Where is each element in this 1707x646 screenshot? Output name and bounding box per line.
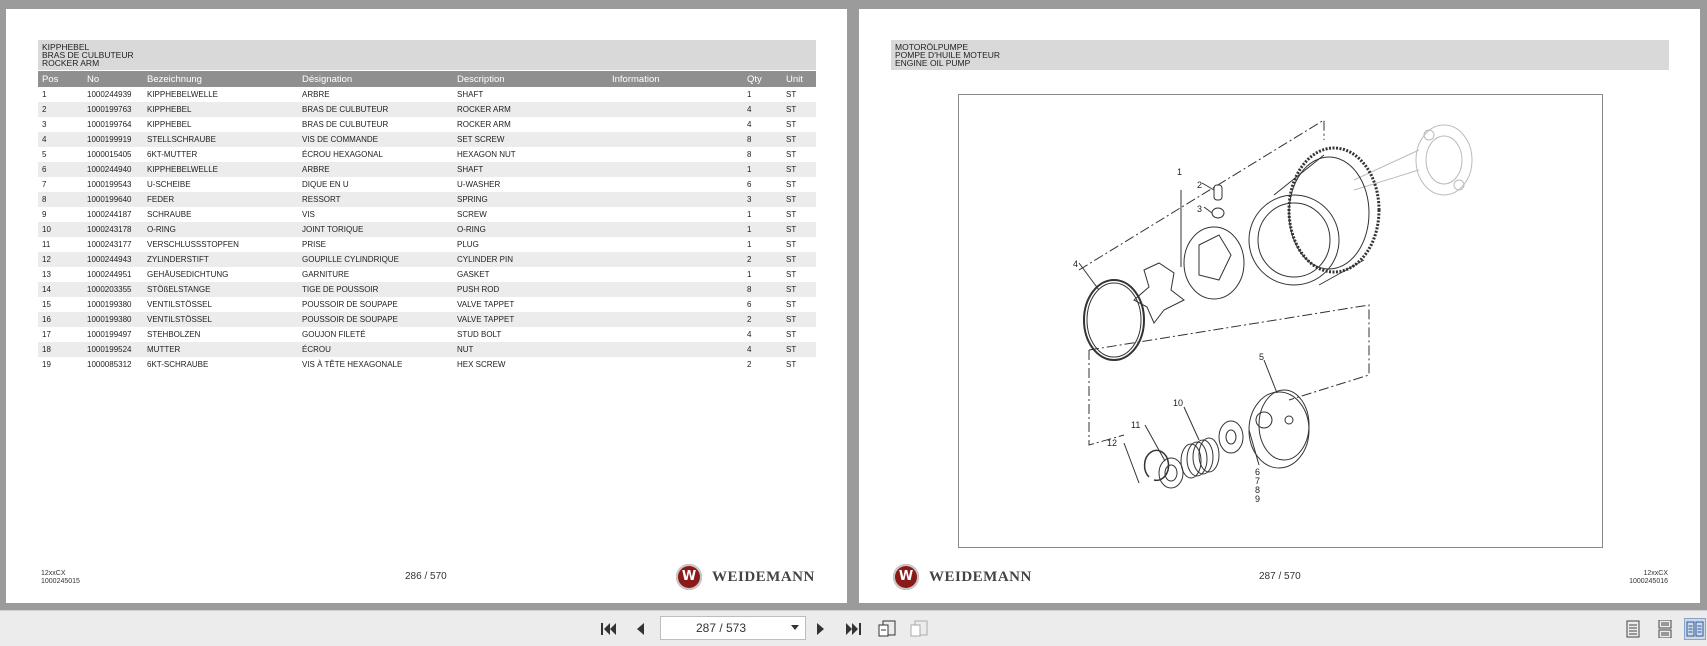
cell-unit: ST (782, 192, 816, 207)
continuous-view-button[interactable] (1654, 618, 1676, 640)
footer-model: 12xxCX (1643, 570, 1668, 577)
group-line-upper (1079, 120, 1324, 270)
cell-unit: ST (782, 222, 816, 237)
cell-information (608, 192, 743, 207)
cell-designation: VIS À TÊTE HEXAGONALE (302, 360, 403, 369)
plug-part (1212, 208, 1224, 218)
header-line-en: ROCKER ARM (42, 58, 100, 68)
cell-qty: 2 (743, 252, 782, 267)
callout-2: 2 (1197, 180, 1203, 190)
pump-housing-ghost (1354, 125, 1472, 195)
cell-information (608, 222, 743, 237)
cell-qty: 1 (747, 210, 752, 219)
cell-designation: ARBRE (302, 90, 330, 99)
valve-plug-part (1159, 458, 1183, 488)
exploded-view-drawing (958, 94, 1603, 548)
cell-designation: DIQUE EN U (302, 180, 349, 189)
left-page (6, 9, 847, 603)
page-selector[interactable] (660, 616, 806, 640)
cell-information (608, 132, 743, 147)
cell-no: 1000085312 (87, 360, 132, 369)
cell-designation: RESSORT (298, 192, 453, 207)
cell-description: HEXAGON NUT (457, 150, 516, 159)
cell-information (608, 207, 743, 222)
cell-description: PUSH ROD (453, 282, 608, 297)
cell-bezeichnung: STELLSCHRAUBE (143, 132, 298, 147)
table-row (38, 132, 816, 147)
cell-description: CYLINDER PIN (453, 252, 608, 267)
cell-pos: 4 (38, 132, 83, 147)
cell-unit: ST (786, 210, 797, 219)
table-row (38, 192, 816, 207)
cell-unit: ST (782, 282, 816, 297)
cell-information (608, 177, 743, 192)
cell-description: ROCKER ARM (453, 102, 608, 117)
cell-no: 1000199764 (87, 120, 132, 129)
cell-bezeichnung: 6KT-SCHRAUBE (147, 360, 209, 369)
cell-bezeichnung: ZYLINDERSTIFT (143, 252, 298, 267)
cell-bezeichnung: FEDER (143, 192, 298, 207)
callout-4: 4 (1073, 259, 1079, 269)
cell-no: 1000199543 (87, 180, 132, 189)
table-row (38, 207, 816, 222)
cell-no: 1000199919 (83, 132, 143, 147)
cell-qty: 1 (747, 90, 752, 99)
cell-bezeichnung: VERSCHLUSSSTOPFEN (147, 240, 239, 249)
footer-model: 12xxCX (41, 570, 66, 577)
cell-information (608, 267, 743, 282)
outer-rotor (1184, 227, 1244, 299)
callout-12: 12 (1107, 438, 1118, 448)
pump-cover (1249, 390, 1309, 468)
cell-information (608, 162, 743, 177)
footer-info (41, 570, 80, 586)
continuous-view-icon (1657, 620, 1673, 638)
table-row (38, 252, 816, 267)
cell-information (608, 357, 743, 372)
callout-1: 1 (1177, 167, 1183, 177)
cell-unit: ST (786, 150, 797, 159)
fit-page-icon (877, 620, 897, 638)
weidemann-logo (676, 564, 815, 590)
cell-pos: 17 (42, 330, 51, 339)
cell-unit: ST (786, 240, 797, 249)
cell-unit: ST (786, 180, 797, 189)
cell-designation: BRAS DE CULBUTEUR (302, 120, 389, 129)
header-line-fr: BRAS DE CULBUTEUR (42, 50, 134, 60)
cell-pos: 7 (42, 180, 47, 189)
fit-width-button[interactable] (908, 618, 930, 640)
header-line-de: KIPPHEBEL (42, 42, 90, 52)
cell-qty: 1 (743, 222, 782, 237)
table-row (38, 297, 816, 312)
table-row (38, 102, 816, 117)
callout-6: 6 (1255, 467, 1261, 477)
cell-qty: 4 (747, 120, 752, 129)
cell-designation: JOINT TORIQUE (298, 222, 453, 237)
cell-unit: ST (782, 312, 816, 327)
cell-description: SET SCREW (453, 132, 608, 147)
single-page-view-button[interactable] (1622, 618, 1644, 640)
cell-qty: 8 (743, 132, 782, 147)
prev-page-button[interactable] (629, 618, 651, 640)
cell-bezeichnung: STÖßELSTANGE (143, 282, 298, 297)
table-row (38, 117, 816, 132)
cell-unit: ST (782, 132, 816, 147)
cell-designation: ÉCROU (298, 342, 453, 357)
header-line-fr: POMPE D'HUILE MOTEUR (895, 50, 1001, 60)
cell-description: SPRING (453, 192, 608, 207)
cell-qty: 4 (743, 342, 782, 357)
cell-information (608, 342, 743, 357)
inner-rotor (1134, 263, 1184, 323)
table-row (38, 282, 816, 297)
table-row (38, 177, 816, 192)
right-page (859, 9, 1700, 603)
two-page-view-button[interactable] (1684, 618, 1706, 640)
cell-bezeichnung: VENTILSTÖSSEL (143, 312, 298, 327)
cell-description: U-WASHER (457, 180, 501, 189)
chevron-down-icon[interactable] (791, 625, 799, 630)
cell-description: STUD BOLT (457, 330, 502, 339)
cell-description: SCREW (457, 210, 487, 219)
logo-wordmark: WEIDEMANN (929, 568, 1032, 585)
cell-unit: ST (786, 270, 797, 279)
cell-pos: 10 (38, 222, 83, 237)
cell-information (608, 117, 743, 132)
cell-qty: 3 (743, 192, 782, 207)
cell-description: VALVE TAPPET (457, 300, 515, 309)
fit-page-button[interactable] (876, 618, 898, 640)
cell-unit: ST (782, 252, 816, 267)
first-page-icon (600, 621, 618, 637)
table-row (38, 147, 816, 162)
column-header-pos: Pos (38, 71, 83, 87)
table-row (38, 312, 816, 327)
two-page-view-icon (1686, 620, 1704, 638)
cell-no: 1000244187 (87, 210, 132, 219)
washer-part (1219, 421, 1243, 453)
table-row (38, 327, 816, 342)
parts-table (38, 71, 816, 372)
cell-pos: 2 (38, 102, 83, 117)
table-row (38, 87, 816, 102)
section-header (38, 40, 816, 70)
viewer-toolbar (0, 610, 1707, 646)
cell-no: 1000199524 (83, 342, 143, 357)
cell-unit: ST (786, 90, 797, 99)
table-row (38, 237, 816, 252)
cell-description: O-RING (453, 222, 608, 237)
callout-9: 9 (1255, 494, 1261, 504)
cell-unit: ST (782, 342, 816, 357)
column-header-qty: Qty (743, 71, 782, 87)
cell-designation: VIS DE COMMANDE (298, 132, 453, 147)
cell-information (608, 312, 743, 327)
column-header-bezeichnung: Bezeichnung (143, 71, 298, 87)
cell-bezeichnung: KIPPHEBELWELLE (143, 162, 298, 177)
pin-part (1214, 185, 1222, 200)
next-page-button[interactable] (810, 618, 832, 640)
cell-qty: 2 (743, 312, 782, 327)
cell-designation: VIS (302, 210, 315, 219)
cell-no: 1000199763 (83, 102, 143, 117)
cell-description: SHAFT (457, 90, 484, 99)
cell-qty: 6 (747, 300, 752, 309)
cell-bezeichnung: GEHÄUSEDICHTUNG (147, 270, 229, 279)
column-header-information: Information (608, 71, 743, 87)
first-page-button[interactable] (598, 618, 620, 640)
cell-pos: 12 (38, 252, 83, 267)
cell-pos: 16 (38, 312, 83, 327)
cell-pos: 14 (38, 282, 83, 297)
cell-qty: 8 (747, 150, 752, 159)
last-page-button[interactable] (842, 618, 864, 640)
cell-information (608, 237, 743, 252)
o-ring-part (1084, 280, 1144, 360)
cell-qty: 1 (743, 162, 782, 177)
cell-information (608, 327, 743, 342)
table-row (38, 357, 816, 372)
column-header-no: No (83, 71, 143, 87)
cell-designation: ÉCROU HEXAGONAL (302, 150, 383, 159)
cell-no: 1000244940 (83, 162, 143, 177)
cell-no: 1000203355 (83, 282, 143, 297)
cell-no: 1000199380 (83, 312, 143, 327)
cell-bezeichnung: STEHBOLZEN (147, 330, 201, 339)
cell-bezeichnung: SCHRAUBE (147, 210, 192, 219)
cell-unit: ST (786, 120, 797, 129)
cell-information (608, 102, 743, 117)
cell-no: 1000244939 (87, 90, 132, 99)
last-page-icon (844, 621, 862, 637)
cell-information (608, 252, 743, 267)
table-row (38, 342, 816, 357)
cell-qty: 8 (743, 282, 782, 297)
cell-bezeichnung: VENTILSTÖSSEL (147, 300, 212, 309)
cell-qty: 4 (743, 102, 782, 117)
cell-no: 1000015405 (87, 150, 132, 159)
column-header-designation: Désignation (298, 71, 453, 87)
cell-bezeichnung: O-RING (143, 222, 298, 237)
cell-designation: GOUJON FILETÉ (302, 330, 366, 339)
cell-bezeichnung: 6KT-MUTTER (147, 150, 198, 159)
cell-qty: 6 (747, 180, 752, 189)
cell-pos: 8 (38, 192, 83, 207)
cell-pos: 15 (42, 300, 51, 309)
oil-pump-illustration (959, 95, 1602, 547)
cell-information (608, 87, 743, 102)
cell-pos: 9 (42, 210, 47, 219)
cell-qty: 1 (747, 240, 752, 249)
cell-pos: 11 (42, 240, 51, 249)
cell-description: HEX SCREW (457, 360, 506, 369)
cell-bezeichnung: MUTTER (143, 342, 298, 357)
cell-unit: ST (786, 300, 797, 309)
spring-part (1181, 438, 1219, 478)
cell-description: GASKET (457, 270, 490, 279)
parts-table-body (38, 87, 816, 372)
prev-page-icon (633, 621, 647, 637)
cell-description: NUT (453, 342, 608, 357)
cell-designation: TIGE DE POUSSOIR (298, 282, 453, 297)
column-header-unit: Unit (782, 71, 816, 87)
callout-5: 5 (1259, 352, 1265, 362)
cell-pos: 19 (42, 360, 51, 369)
cell-designation: POUSSOIR DE SOUPAPE (298, 312, 453, 327)
cell-no: 1000199640 (83, 192, 143, 207)
cell-no: 1000243178 (83, 222, 143, 237)
weidemann-logo (893, 564, 1032, 590)
cell-qty: 2 (747, 360, 752, 369)
callout-11: 11 (1131, 420, 1141, 430)
header-line-en: ENGINE OIL PUMP (895, 58, 971, 68)
table-header-row (38, 71, 816, 87)
cell-information (608, 282, 743, 297)
cell-pos: 18 (38, 342, 83, 357)
cell-unit: ST (782, 162, 816, 177)
callout-3: 3 (1197, 204, 1203, 214)
page-number-input[interactable] (661, 617, 781, 639)
callout-7: 7 (1255, 476, 1261, 486)
cell-description: ROCKER ARM (457, 120, 511, 129)
footer-doc-number: 1000245015 (41, 578, 80, 585)
page-number: 286 / 570 (405, 571, 447, 582)
cell-bezeichnung: U-SCHEIBE (147, 180, 191, 189)
circlip-part (1145, 450, 1169, 480)
cell-designation: ARBRE (298, 162, 453, 177)
cell-bezeichnung: KIPPHEBEL (143, 102, 298, 117)
cell-designation: GARNITURE (302, 270, 350, 279)
footer-info (1629, 570, 1668, 586)
cell-designation: GOUPILLE CYLINDRIQUE (298, 252, 453, 267)
cell-pos: 6 (38, 162, 83, 177)
cell-designation: BRAS DE CULBUTEUR (298, 102, 453, 117)
cell-information (608, 297, 743, 312)
cell-no: 1000199380 (87, 300, 132, 309)
cell-pos: 5 (42, 150, 47, 159)
cell-description: SHAFT (453, 162, 608, 177)
footer-doc-number: 1000245016 (1629, 578, 1668, 585)
single-page-view-icon (1625, 620, 1641, 638)
cell-no: 1000199497 (87, 330, 132, 339)
cell-no: 1000244951 (87, 270, 132, 279)
section-header (891, 40, 1669, 70)
next-page-icon (814, 621, 828, 637)
cell-unit: ST (782, 102, 816, 117)
header-line-de: MOTORÖLPUMPE (895, 42, 969, 52)
cell-pos: 13 (42, 270, 51, 279)
cell-bezeichnung: KIPPHEBEL (147, 120, 192, 129)
callout-10: 10 (1173, 398, 1184, 408)
callout-8: 8 (1255, 485, 1261, 495)
column-header-description: Description (453, 71, 608, 87)
cell-bezeichnung: KIPPHEBELWELLE (147, 90, 218, 99)
table-row (38, 162, 816, 177)
table-row (38, 267, 816, 282)
cell-information (608, 147, 743, 162)
cell-no: 1000244943 (83, 252, 143, 267)
cell-pos: 3 (42, 120, 47, 129)
logo-badge-icon: W (893, 564, 919, 590)
cell-description: VALVE TAPPET (453, 312, 608, 327)
logo-badge-icon: W (676, 564, 702, 590)
drive-gear (1249, 148, 1379, 285)
cell-pos: 1 (42, 90, 47, 99)
cell-description: PLUG (457, 240, 479, 249)
cell-designation: PRISE (302, 240, 327, 249)
cell-qty: 1 (747, 270, 752, 279)
cell-qty: 4 (747, 330, 752, 339)
table-row (38, 222, 816, 237)
cell-unit: ST (786, 360, 797, 369)
cell-unit: ST (786, 330, 797, 339)
cell-designation: POUSSOIR DE SOUPAPE (302, 300, 398, 309)
fit-width-icon (909, 620, 929, 638)
cell-no: 1000243177 (87, 240, 132, 249)
group-line-left (1089, 350, 1124, 445)
logo-wordmark: WEIDEMANN (712, 568, 815, 585)
page-number: 287 / 570 (1259, 571, 1301, 582)
